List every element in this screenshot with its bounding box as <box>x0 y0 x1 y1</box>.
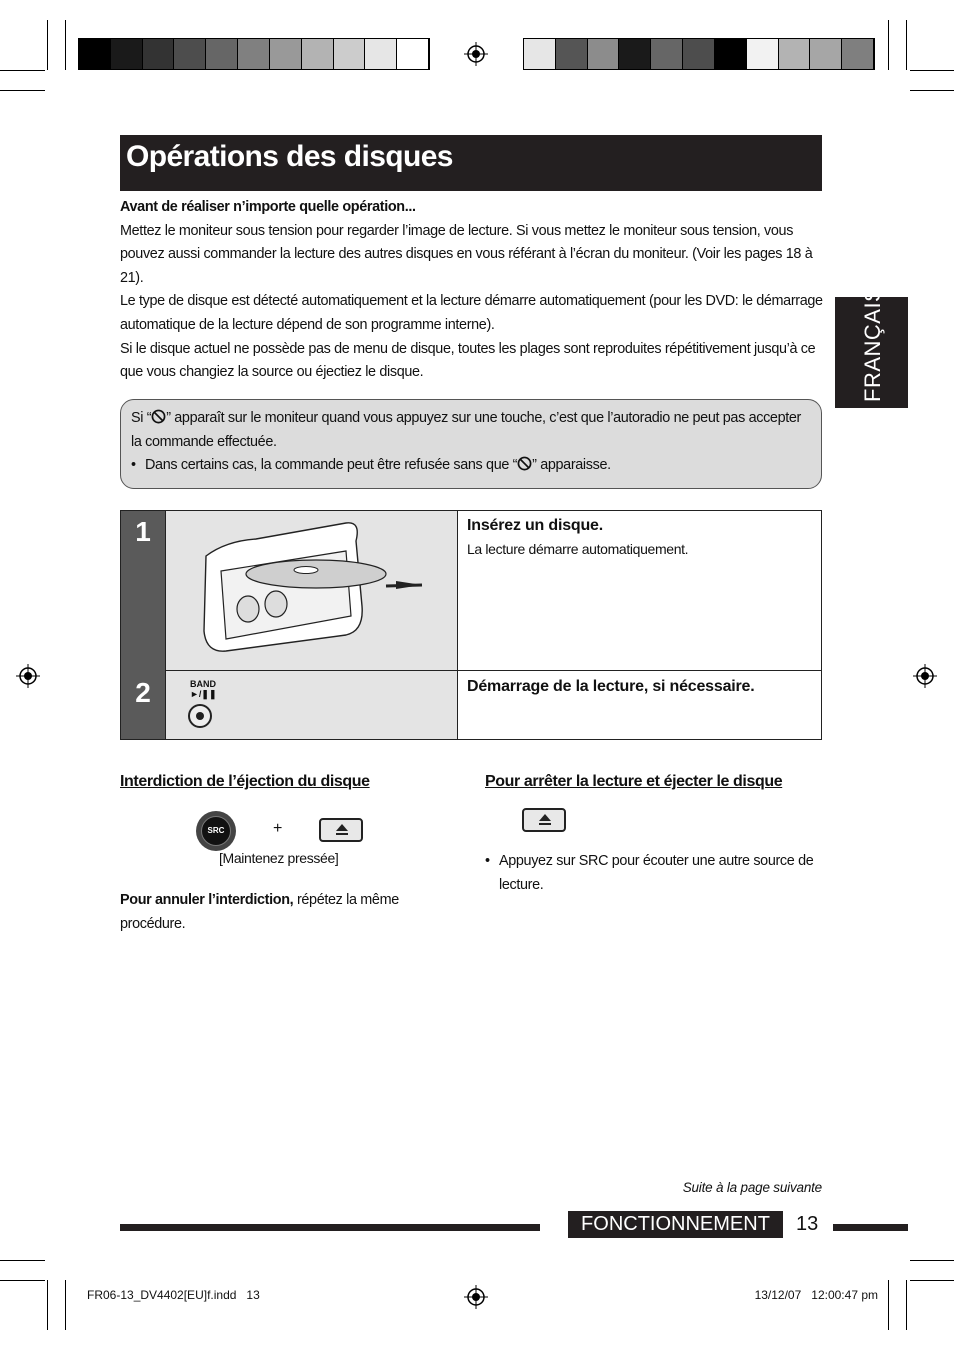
section-label-box <box>568 1211 783 1238</box>
steps-table <box>120 510 822 740</box>
step-2-text <box>459 671 821 739</box>
disc-insertion-illustration <box>166 511 458 669</box>
cancel-instruction: Pour annuler l’interdiction, répétez la même procédure. <box>120 892 399 932</box>
step-2-title: Démarrage de la lecture, si nécessaire. <box>467 678 755 695</box>
note-line-1: Si “ ” apparaît sur le moniteur quand vous appuyez sur une touche, c’est que l’autoradio ne peut pas accepter la commande effectuée. <box>131 410 801 450</box>
color-swatch <box>143 39 175 69</box>
color-calibration-bar <box>523 38 875 70</box>
color-swatch <box>238 39 270 69</box>
registration-mark-icon <box>913 664 937 688</box>
color-swatch <box>365 39 397 69</box>
eject-button[interactable] <box>319 818 363 842</box>
step-2-illustration <box>165 671 458 739</box>
eject-icon <box>539 814 551 821</box>
page-number: 13 <box>796 1213 819 1235</box>
language-tab <box>835 286 908 408</box>
color-swatch <box>747 39 779 69</box>
color-swatch <box>270 39 302 69</box>
intro-heading: Avant de réaliser n’importe quelle opération... <box>120 199 416 215</box>
section-label: FONCTIONNEMENT <box>581 1213 770 1235</box>
play-pause-icon: ►/❚❚ <box>190 689 217 699</box>
gray-calibration-bar <box>78 38 430 70</box>
intro-section <box>120 196 824 385</box>
src-button-label: SRC <box>201 816 231 846</box>
color-swatch <box>302 39 334 69</box>
color-swatch <box>588 39 620 69</box>
stop-eject-heading: Pour arrêter la lecture et éjecter le disque <box>485 773 783 790</box>
eject-icon <box>336 824 348 831</box>
color-swatch <box>715 39 747 69</box>
step-2-number: 2 <box>121 671 165 739</box>
intro-paragraph-3: Si le disque actuel ne possède pas de menu de disque, toutes les plages sont reproduites répétitivement jusqu’à ce que vous changiez la source ou éjectiez le disque. <box>120 340 816 381</box>
color-swatch <box>524 39 556 69</box>
intro-paragraph-1: Mettez le moniteur sous tension pour regarder l’image de lecture. Si vous mettez le moniteur sous tension, vous pouvez aussi commander la lecture des autres disques en vous référant à l’écran du moniteur. (Voir les pages 18 à 21). <box>120 222 813 286</box>
color-swatch <box>556 39 588 69</box>
eject-button-2[interactable] <box>522 808 566 832</box>
step-1-text <box>459 511 821 671</box>
color-swatch <box>206 39 238 69</box>
color-swatch <box>683 39 715 69</box>
band-play-button[interactable] <box>188 704 212 728</box>
registration-mark-icon <box>464 42 488 66</box>
stop-eject-bullet: • Appuyez sur SRC pour écouter une autre source de lecture. <box>485 853 814 893</box>
step-1-title: Insérez un disque. <box>467 517 603 534</box>
eject-lock-heading: Interdiction de l’éjection du disque <box>120 773 370 790</box>
prohibited-icon <box>151 409 166 424</box>
registration-mark-icon <box>464 1285 488 1309</box>
intro-paragraph-2: Le type de disque est détecté automatiquement et la lecture démarre automatiquement (pour les DVD: le démarrage automatique de la lecture dépend de son programme interne). <box>120 293 823 333</box>
band-label: BAND <box>190 679 216 689</box>
date-info: 13/12/07 12:00:47 pm <box>754 1288 878 1302</box>
color-swatch <box>810 39 842 69</box>
color-swatch <box>397 39 429 69</box>
color-swatch <box>779 39 811 69</box>
footer-rule-left <box>120 1224 540 1231</box>
step-1-number: 1 <box>121 511 165 671</box>
step-1-illustration <box>165 511 458 671</box>
color-swatch <box>842 39 874 69</box>
footer-rule-right <box>833 1224 908 1231</box>
color-swatch <box>111 39 143 69</box>
plus-sign: + <box>273 820 283 837</box>
page-title: Opérations des disques <box>126 140 453 173</box>
language-label: FRANÇAIS <box>860 286 885 402</box>
hold-instruction: [Maintenez pressée] <box>219 850 339 866</box>
note-text <box>131 407 815 478</box>
note-bullet: • Dans certains cas, la commande peut être refusée sans que “ ” apparaisse. <box>131 457 611 474</box>
color-swatch <box>619 39 651 69</box>
registration-mark-icon <box>16 664 40 688</box>
continued-note: Suite à la page suivante <box>682 1180 822 1195</box>
src-button[interactable] <box>196 811 236 851</box>
color-swatch <box>651 39 683 69</box>
color-swatch <box>174 39 206 69</box>
prohibited-icon <box>517 456 532 471</box>
step-1-detail: La lecture démarre automatiquement. <box>467 541 689 557</box>
color-swatch <box>334 39 366 69</box>
color-swatch <box>79 39 111 69</box>
file-info: FR06-13_DV4402[EU]f.indd 13 <box>87 1288 260 1302</box>
